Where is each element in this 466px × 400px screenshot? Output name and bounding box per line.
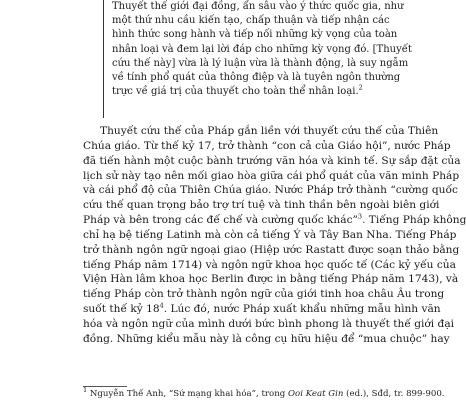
paragraph-line: trở thành ngôn ngữ ngoại giao (Hiệp ước Rastatt được soạn thảo bằng xyxy=(83,243,460,256)
paragraph-line-text: suốt thế kỷ 18 xyxy=(83,303,160,316)
quote-line: một thứ nhu cầu kiến tạo, chấp thuận và tiếp nhận các xyxy=(112,15,390,27)
quote-line: nhân loại và đem lại lời đáp cho những kỳ vọng đó. [Thuyết xyxy=(112,43,412,55)
quote-line: Thuyết thế giới đại đồng, ẩn sâu vào ý thức quốc gia, như xyxy=(112,1,404,12)
quote-line: hình thức song hành và tiếp nối những kỳ vọng của toàn xyxy=(112,29,398,41)
footnote-divider xyxy=(83,386,127,387)
paragraph-line xyxy=(83,301,441,317)
paragraph-line-tail: . Tiếng Pháp không xyxy=(362,214,466,227)
footnote-text: Nguyễn Thế Anh, “Sứ mạng khai hóa”, trong xyxy=(87,389,288,399)
quote-line: cứu thế này] vừa là lý luận vừa là thành động, là suy ngẫm xyxy=(112,57,409,69)
footnote-italic-title: Ooi Keat Gin xyxy=(288,389,344,399)
paragraph-line: Thuyết cứu thế của Pháp gắn liền với thuyết cứu thế của Thiên xyxy=(100,125,439,137)
footnote-number: 1 xyxy=(83,386,88,395)
paragraph-line: đã tiến hành một cuộc bành trướng văn hóa và kinh tế. Sự sắp đặt của xyxy=(83,154,461,167)
paragraph-line: chỉ hạ bệ tiếng Latinh mà còn cả tiếng Ý và Tây Ban Nha. Tiếng Pháp xyxy=(83,228,457,241)
paragraph-line-tail: . Lúc đó, nước Pháp xuất khẩu những mẫu hình văn xyxy=(163,303,441,316)
body-paragraph xyxy=(83,124,466,347)
quote-line: về tính phổ quát của thông điệp và là tuyên ngôn thường xyxy=(112,72,401,84)
block-quote xyxy=(103,0,412,118)
footnote-ref: 3 xyxy=(357,212,363,221)
paragraph-line: hóa và ngôn ngữ của mình dưới bức bình phong là thuyết thế giới đại xyxy=(83,317,455,330)
paragraph-line: tiếng Pháp năm 1714) và ngôn ngữ khoa học quốc tế (Các kỷ yếu của xyxy=(83,258,456,271)
quote-line xyxy=(112,85,371,99)
footnote-ref: 4 xyxy=(159,301,164,310)
paragraph-line: và cái phổ độ của Thiên Chúa giáo. Nước Pháp trở thành “cường quốc xyxy=(83,184,458,197)
paragraph-line: đồng. Những kiểu mẫu này là công cụ hữu hiệu để “mua chuộc” hay xyxy=(83,332,450,345)
paragraph-line xyxy=(83,212,466,228)
paragraph-line: Chúa giáo. Từ thế kỷ 17, trở thành “con cả của Giáo hội”, nước Pháp xyxy=(83,139,451,152)
quote-line-text: trực về giá trị của thuyết cho toàn thể nhân loại. xyxy=(112,86,359,98)
footnote xyxy=(83,386,445,400)
paragraph-line: cứu thế quan trọng bảo trợ trí tuệ và tinh thần bên ngoài biên giới xyxy=(83,199,440,212)
footnote-ref: 2 xyxy=(358,83,363,92)
paragraph-line: lịch sử này tạo nên mối giao hòa giữa cái phổ quát của văn minh Pháp xyxy=(83,169,460,182)
footnote-text-end: (ed.), Sđd, tr. 899-900. xyxy=(343,389,445,399)
paragraph-line: Viện Hàn lâm khoa học Berlin được in bằng tiếng Pháp năm 1743), và xyxy=(83,273,459,286)
paragraph-line-text: Pháp và bên trong các đế chế và cường quốc khác” xyxy=(83,214,358,227)
paragraph-line: tiếng Pháp còn trở thành ngôn ngữ của giới tinh hoa châu Âu trong xyxy=(83,288,445,301)
